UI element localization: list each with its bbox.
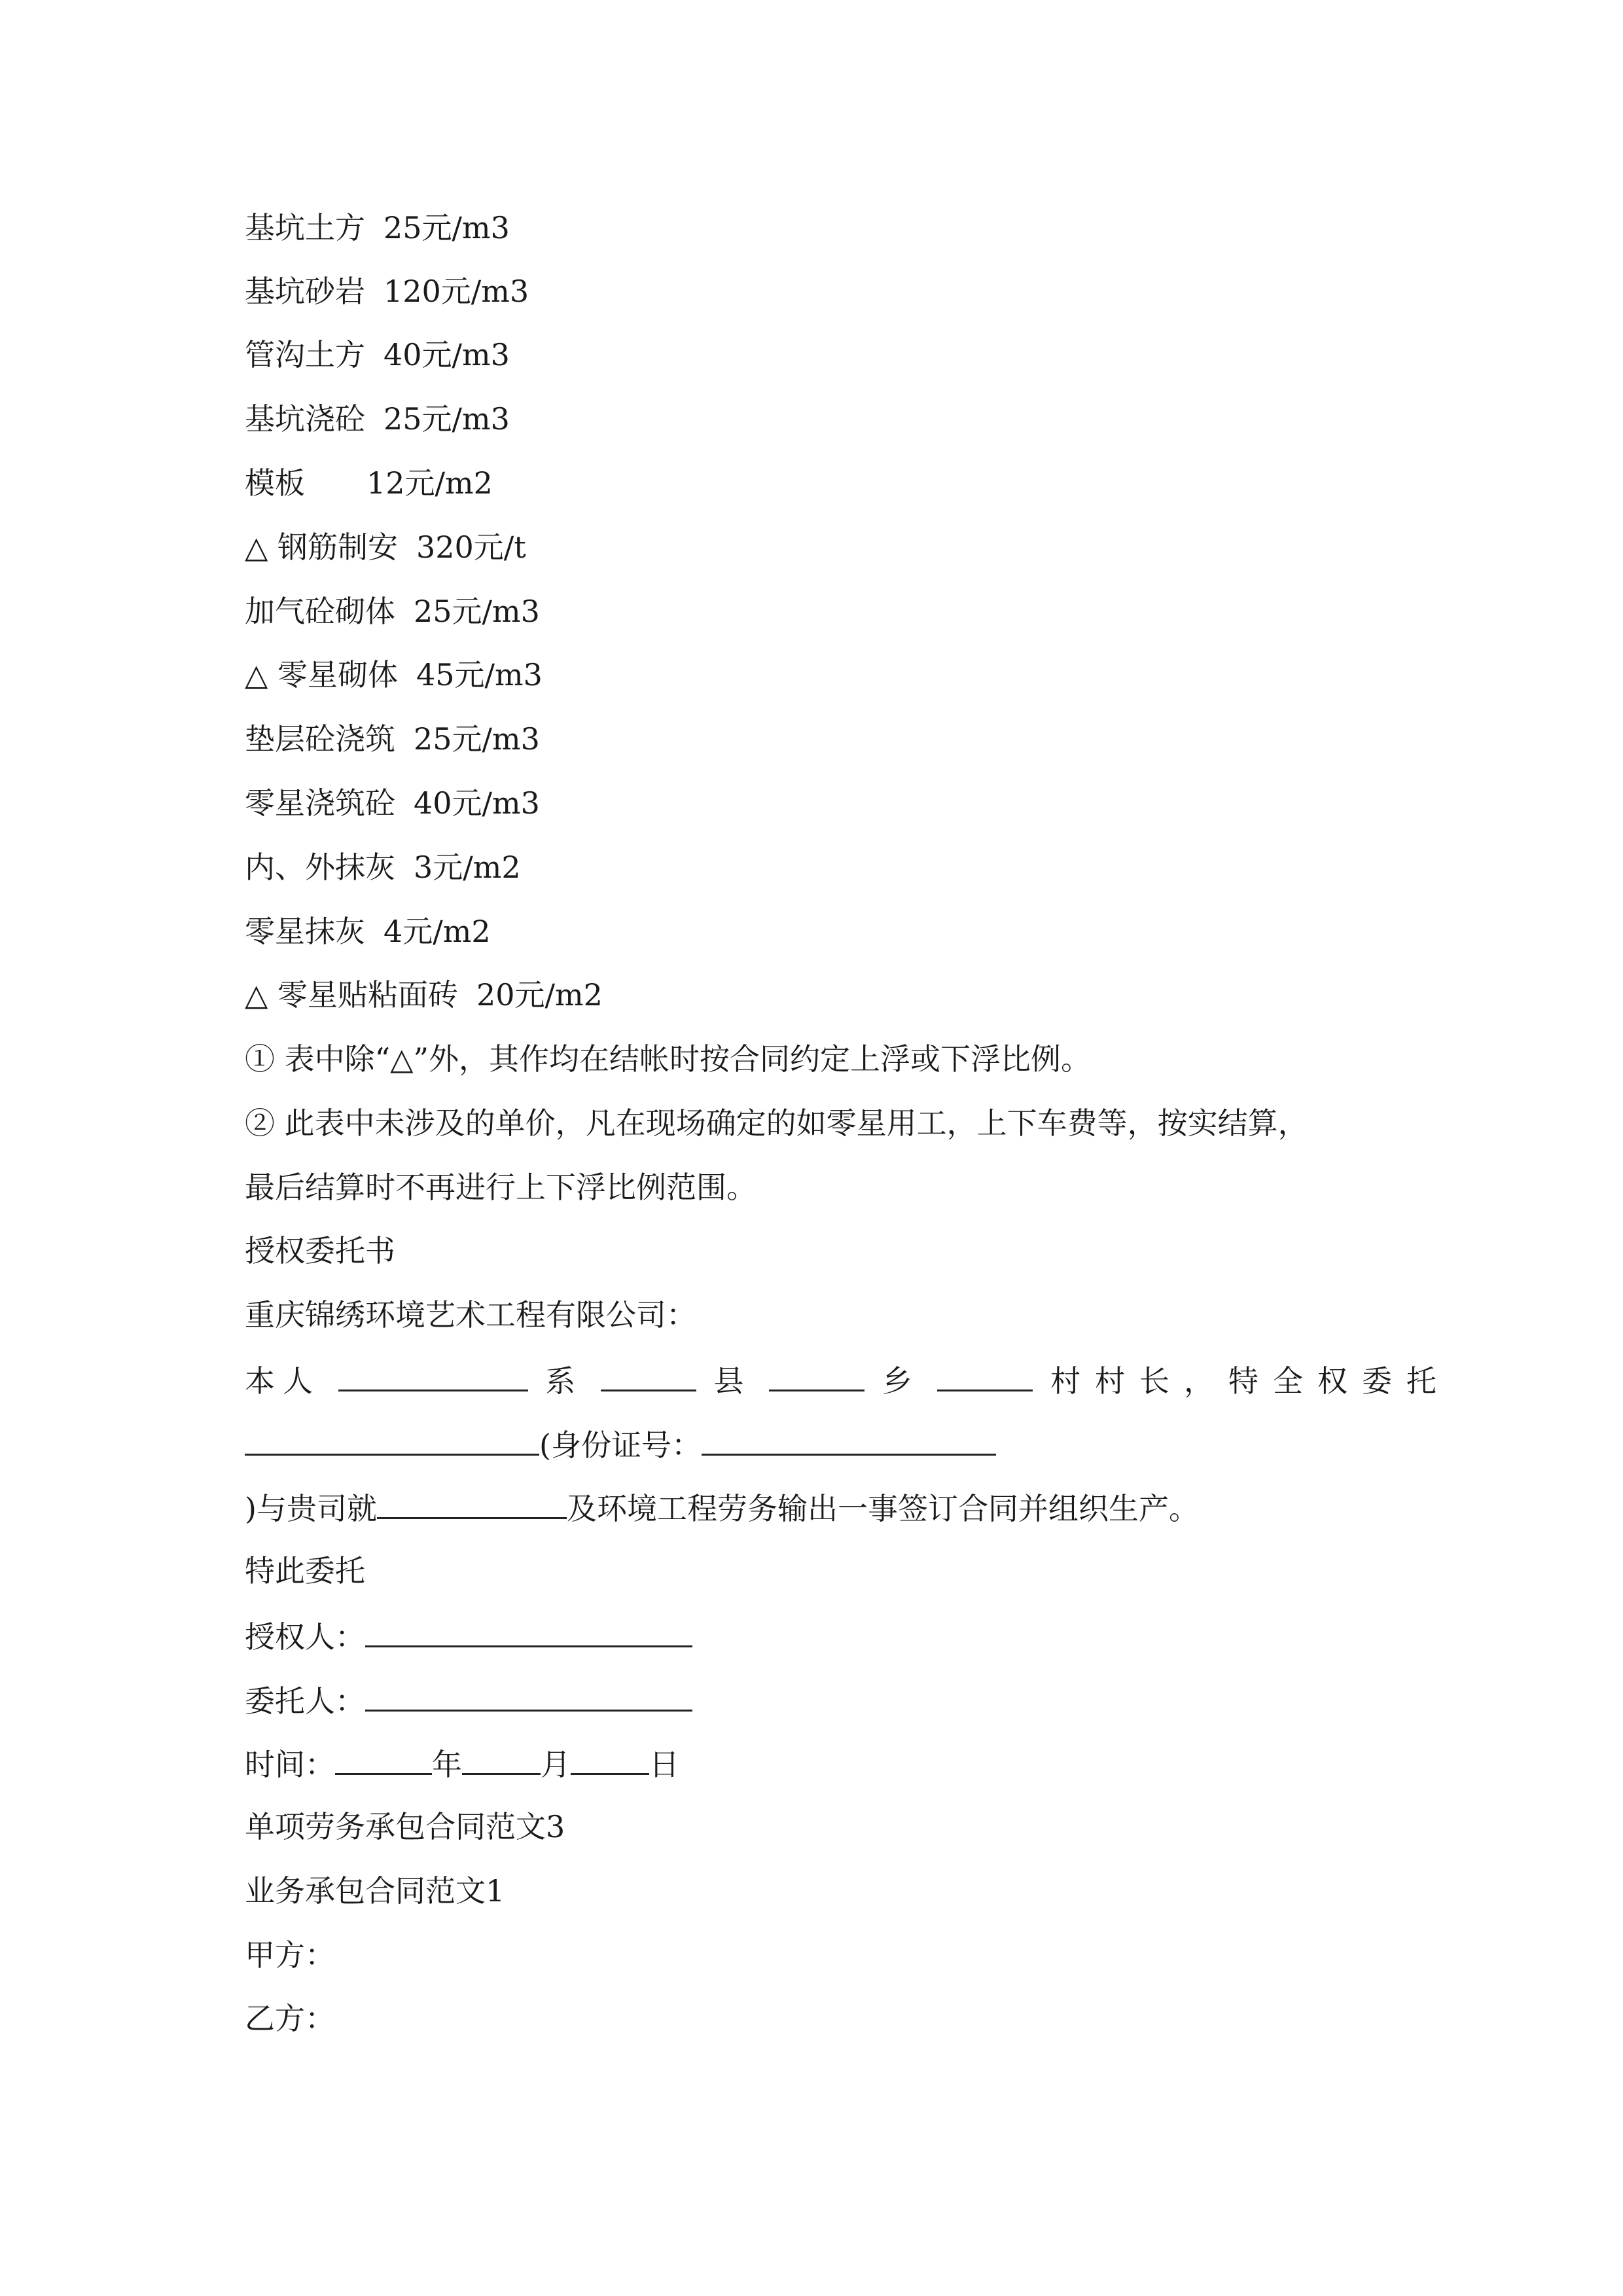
project-blank[interactable]: [377, 1487, 567, 1519]
price-item: △ 钢筋制安: [245, 529, 398, 565]
price-row: [245, 528, 526, 567]
agent-name-blank[interactable]: [245, 1424, 539, 1456]
year-blank[interactable]: [335, 1743, 432, 1775]
authorization-title: 授权委托书: [245, 1233, 395, 1268]
price-row: [245, 208, 510, 247]
price-value: 320元/t: [416, 529, 526, 565]
price-item: 模板: [245, 465, 305, 501]
price-value: 120元/m3: [383, 274, 529, 309]
price-row: [245, 783, 540, 823]
closing: 特此委托: [245, 1553, 365, 1588]
price-row: [245, 719, 540, 759]
price-value: 25元/m3: [414, 721, 540, 757]
price-value: 25元/m3: [414, 594, 540, 629]
section-heading-2: 业务承包合同范文1: [245, 1873, 505, 1909]
price-value: 12元/m2: [366, 465, 493, 501]
year-label: 年: [432, 1747, 462, 1782]
body-text: 系: [545, 1363, 584, 1399]
price-value: 40元/m3: [414, 785, 540, 821]
body-text: 村村长，特全权委托: [1050, 1363, 1451, 1399]
price-item: 零星浇筑砼: [245, 785, 395, 821]
price-row: [245, 912, 491, 951]
agent-label: 委托人：: [245, 1683, 365, 1719]
price-item: 基坑土方: [245, 210, 365, 245]
price-value: 25元/m3: [383, 210, 510, 245]
grantor-blank[interactable]: [365, 1615, 692, 1647]
price-item: △ 零星贴粘面砖: [245, 977, 458, 1013]
body-text: 乡: [882, 1363, 920, 1399]
price-row: [245, 335, 510, 374]
month-label: 月: [541, 1747, 571, 1782]
month-blank[interactable]: [462, 1743, 541, 1775]
county-blank[interactable]: [601, 1359, 696, 1391]
authorization-body-row-2: [245, 1424, 996, 1465]
body-text: 本人: [245, 1363, 321, 1399]
body-text: 县: [713, 1363, 752, 1399]
authorization-body-row-3: [245, 1487, 1199, 1528]
note-2-line-2: 最后结算时不再进行上下浮比例范围。: [245, 1170, 757, 1205]
price-item: 垫层砼浇筑: [245, 721, 395, 757]
price-item: 基坑浇砼: [245, 401, 365, 437]
price-row: [245, 655, 543, 694]
id-label: (身份证号：: [539, 1427, 702, 1463]
price-row: [245, 272, 529, 311]
note-1: ① 表中除“△”外，其作均在结帐时按合同约定上浮或下浮比例。: [245, 1041, 1092, 1077]
price-value: 25元/m3: [383, 401, 510, 437]
price-row: [245, 463, 493, 503]
party-a: 甲方：: [245, 1937, 335, 1973]
note-2-line-1: ② 此表中未涉及的单价，凡在现场确定的如零星用工，上下车费等，按实结算，: [245, 1105, 1308, 1141]
body-text: 及环境工程劳务输出一事签订合同并组织生产。: [566, 1491, 1199, 1526]
price-item: △ 零星砌体: [245, 657, 398, 692]
date-label: 时间：: [245, 1747, 335, 1782]
day-blank[interactable]: [571, 1743, 649, 1775]
addressee: 重庆锦绣环境艺术工程有限公司：: [245, 1297, 696, 1333]
price-item: 加气砼砌体: [245, 594, 395, 629]
date-row: [245, 1743, 679, 1784]
price-item: 零星抹灰: [245, 914, 365, 949]
village-blank[interactable]: [937, 1359, 1033, 1391]
id-number-blank[interactable]: [702, 1424, 996, 1456]
price-value: 3元/m2: [414, 850, 521, 885]
price-row: [245, 592, 540, 631]
agent-blank[interactable]: [365, 1679, 692, 1712]
price-row: [245, 399, 510, 439]
price-value: 4元/m2: [383, 914, 491, 949]
price-item: 基坑砂岩: [245, 274, 365, 309]
township-blank[interactable]: [769, 1359, 865, 1391]
price-value: 20元/m2: [476, 977, 603, 1013]
price-value: 40元/m3: [383, 337, 510, 372]
authorization-body-row-1: [245, 1359, 1451, 1401]
body-text: )与贵司就: [245, 1491, 377, 1526]
price-row: [245, 848, 521, 887]
grantor-label: 授权人：: [245, 1619, 365, 1655]
agent-row: [245, 1679, 692, 1721]
price-item: 内、外抹灰: [245, 850, 395, 885]
price-value: 45元/m3: [416, 657, 543, 692]
section-heading-1: 单项劳务承包合同范文3: [245, 1809, 565, 1844]
price-row: [245, 975, 603, 1014]
name-blank[interactable]: [338, 1359, 528, 1391]
day-label: 日: [649, 1747, 679, 1782]
grantor-row: [245, 1615, 692, 1657]
party-b: 乙方：: [245, 2001, 335, 2036]
price-item: 管沟土方: [245, 337, 365, 372]
